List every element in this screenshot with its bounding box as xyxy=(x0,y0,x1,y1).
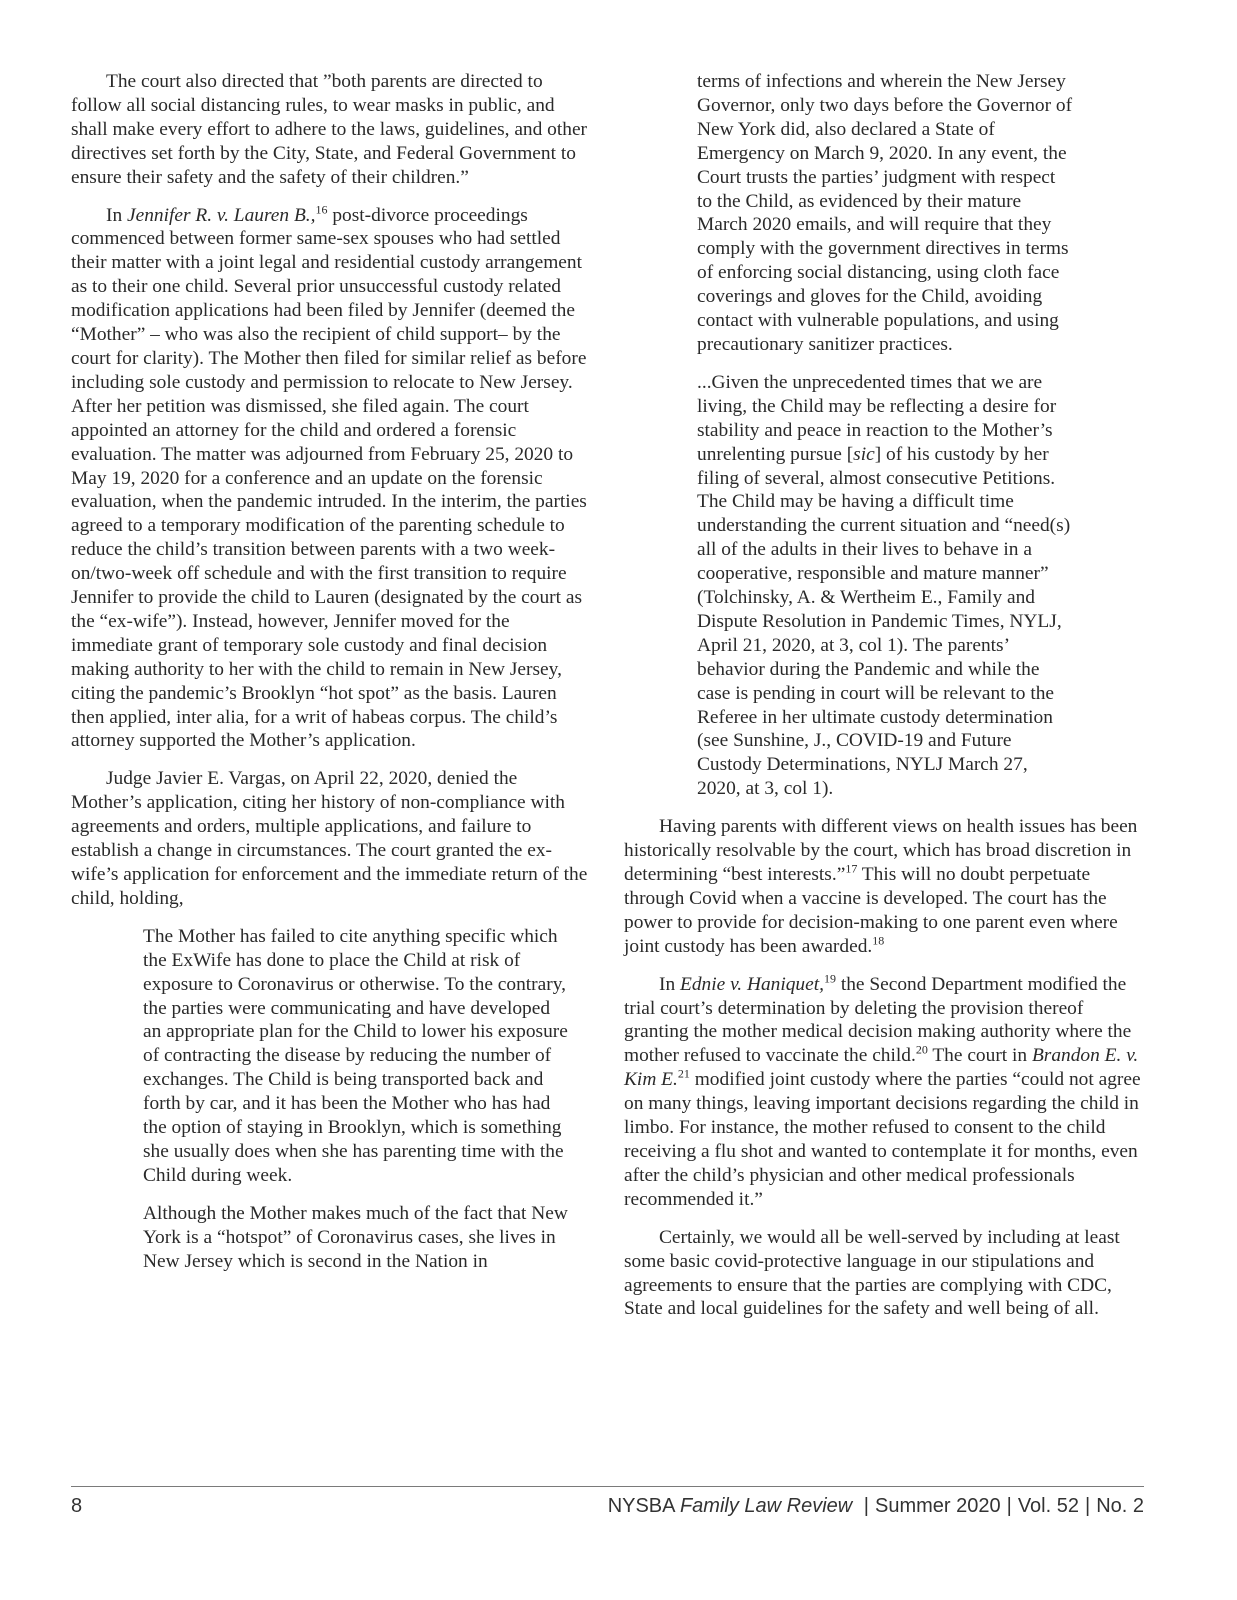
publication-footer xyxy=(608,1495,1144,1518)
publisher-name: NYSBA xyxy=(607,1495,675,1517)
paragraph-best-interests xyxy=(624,815,1144,958)
footer-divider xyxy=(71,1486,1144,1487)
paragraph-jennifer-case xyxy=(71,204,591,754)
paragraph-judge-vargas: Judge Javier E. Vargas, on April 22, 2020, denied the Mother’s application, citing her history of non-compliance with agreements and orders, multiple applications, and failure to establish a change in circumstances. The court granted the ex-wife’s application for enforcement and the immediate return of the child, holding, xyxy=(71,768,588,909)
block-quote-unprecedented-times xyxy=(697,371,1074,801)
paragraph-conclusion: Certainly, we would all be well-served by including at least some basic covid-protective language in our stipulations and agreements to ensure that the parties are complying with CDC, State and local guidelines for the safety and well being of all. xyxy=(624,1226,1120,1320)
case-name-brandon: Brandon E. v. Kim E. xyxy=(624,1045,1139,1091)
page-number: 8 xyxy=(71,1495,83,1517)
block-quote-mother-failed: The Mother has failed to cite anything specific which the ExWife has done to place the Child at risk of exposure to Coronavirus or otherwise. To the contrary, the parties were communicating and have developed an appropriate plan for the Child to lower his exposure of contracting the disease by reducing the number of exchanges. The Child is being transported back and forth by car, and it has been the Mother who has had the option of staying in Brooklyn, which is something she usually does when she has parenting time with the Child during week. xyxy=(143,925,568,1186)
left-column xyxy=(71,70,591,1274)
paragraph-ednie-case xyxy=(624,973,1144,1212)
footnote-ref-16: 16 xyxy=(315,202,328,217)
quote-text: ...Given the unprecedented times that we are living, the Child may be reflecting a desire for stability and peace in reaction to the Mother’s unrelenting pursue [ xyxy=(697,371,1057,465)
footer-separator: | xyxy=(863,1495,869,1517)
paragraph-body: The court in xyxy=(927,1045,1032,1067)
block-quote-hotspot: Although the Mother makes much of the fact that New York is a “hotspot” of Coronavirus cases, she lives in New Jersey which is second in the Nation in xyxy=(143,1202,568,1272)
case-name-jennifer: Jennifer R. v. Lauren B., xyxy=(127,204,316,226)
quote-text: ] of his custody by her filing of several, almost consecutive Petitions. The Child may be having a difficult time understanding the current situation and “need(s) all of the adults in their lives to behave in a cooperative, responsible and mature manner” (Tolchinsky, A. & Wertheim E., Family and Dispute Resolution in Pandemic Times, NYLJ, April 21, 2020, at 3, col 1). The parents’ behavior during the Pandemic and while the case is pending in court will be relevant to the Referee in her ultimate custody determination (see Sunshine, J., COVID-19 and Future Custody Determinations, NYLJ March 27, 2020, at 3, col 1). xyxy=(697,443,1071,800)
paragraph-body: post-divorce proceedings commenced between former same-sex spouses who had settled their matter with a joint legal and residential custody arrangement as to their one child. Several prior unsuccessful custody related modification applications had been filed by Jennifer (deemed the “Mother” – who was also the recipient of child support– by the court for clarity). The Mother then filed for similar relief as before including sole custody and permission to relocate to New Jersey. After her petition was dismissed, she filed again. The court appointed an attorney for the child and ordered a forensic evaluation. The matter was adjourned from February 25, 2020 to May 19, 2020 for a conference and an update on the forensic evaluation, when the pandemic intruded. In the interim, the parties agreed to a temporary modification of the parenting schedule to reduce the child’s transition between parents with a two week-on/two-week off schedule and with the first transition to require Jennifer to provide the child to Lauren (designated by the court as the “ex-wife”). Instead, however, Jennifer moved for the immediate grant of temporary sole custody and final decision making authority to her with the child to remain in New Jersey, citing the pandemic’s Brooklyn “hot spot” as the basis. Lauren then applied, inter alia, for a writ of habeas corpus. The child’s attorney supported the Mother’s application. xyxy=(71,204,587,752)
issue-number: No. 2 xyxy=(1096,1495,1144,1517)
paragraph-prefix: In xyxy=(106,204,128,226)
footnote-ref-20: 20 xyxy=(915,1042,928,1057)
issue-date: Summer 2020 xyxy=(874,1495,1001,1517)
sic-marker: sic xyxy=(853,443,875,465)
footnote-ref-21: 21 xyxy=(677,1066,690,1081)
publication-title: Family Law Review xyxy=(679,1495,853,1517)
case-name-ednie: Ednie v. Haniquet, xyxy=(680,973,824,995)
footer-separator: | xyxy=(1084,1495,1091,1517)
footer-separator: | xyxy=(1006,1495,1012,1517)
right-column xyxy=(624,70,1144,1321)
paragraph-body: modified joint custody where the parties “could not agree on many things, leaving important decisions regarding the child in limbo. For instance, the mother refused to consent to the child receiving a flu shot and wanted to contemplate it for months, even after the child’s physician and other medical professionals recommended it.” xyxy=(624,1069,1141,1210)
paragraph-body: the Second Department modified the trial court’s determination by deleting the provision thereof granting the mother medical decision making authority where the mother refused to vaccinate the child. xyxy=(624,973,1132,1067)
paragraph-social-distancing-order: The court also directed that ”both parents are directed to follow all social distancing rules, to wear masks in public, and shall make every effort to adhere to the laws, guidelines, and other directives set forth by the City, State, and Federal Government to ensure their safety and the safety of their children.” xyxy=(71,71,588,188)
footnote-ref-18: 18 xyxy=(872,933,885,948)
footnote-ref-19: 19 xyxy=(823,971,836,986)
footnote-ref-17: 17 xyxy=(845,861,858,876)
volume: Vol. 52 xyxy=(1017,1495,1079,1517)
paragraph-body: Having parents with different views on health issues has been historically resolvable by the court, which has broad discretion in determining “best interests.” xyxy=(624,816,1138,885)
block-quote-hotspot-continued: terms of infections and wherein the New Jersey Governor, only two days before the Governor of New York did, also declared a State of Emergency on March 9, 2020. In any event, the Court trusts the parties’ judgment with respect to the Child, as evidenced by their mature March 2020 emails, and will require that they comply with the government directives in terms of enforcing social distancing, using cloth face coverings and gloves for the Child, avoiding contact with vulnerable populations, and using precautionary sanitizer practices. xyxy=(697,71,1073,355)
paragraph-body: This will no doubt perpetuate through Covid when a vaccine is developed. The court has the power to provide for decision-making to one parent even where joint custody has been awarded. xyxy=(624,864,1118,957)
paragraph-prefix: In xyxy=(659,973,681,995)
